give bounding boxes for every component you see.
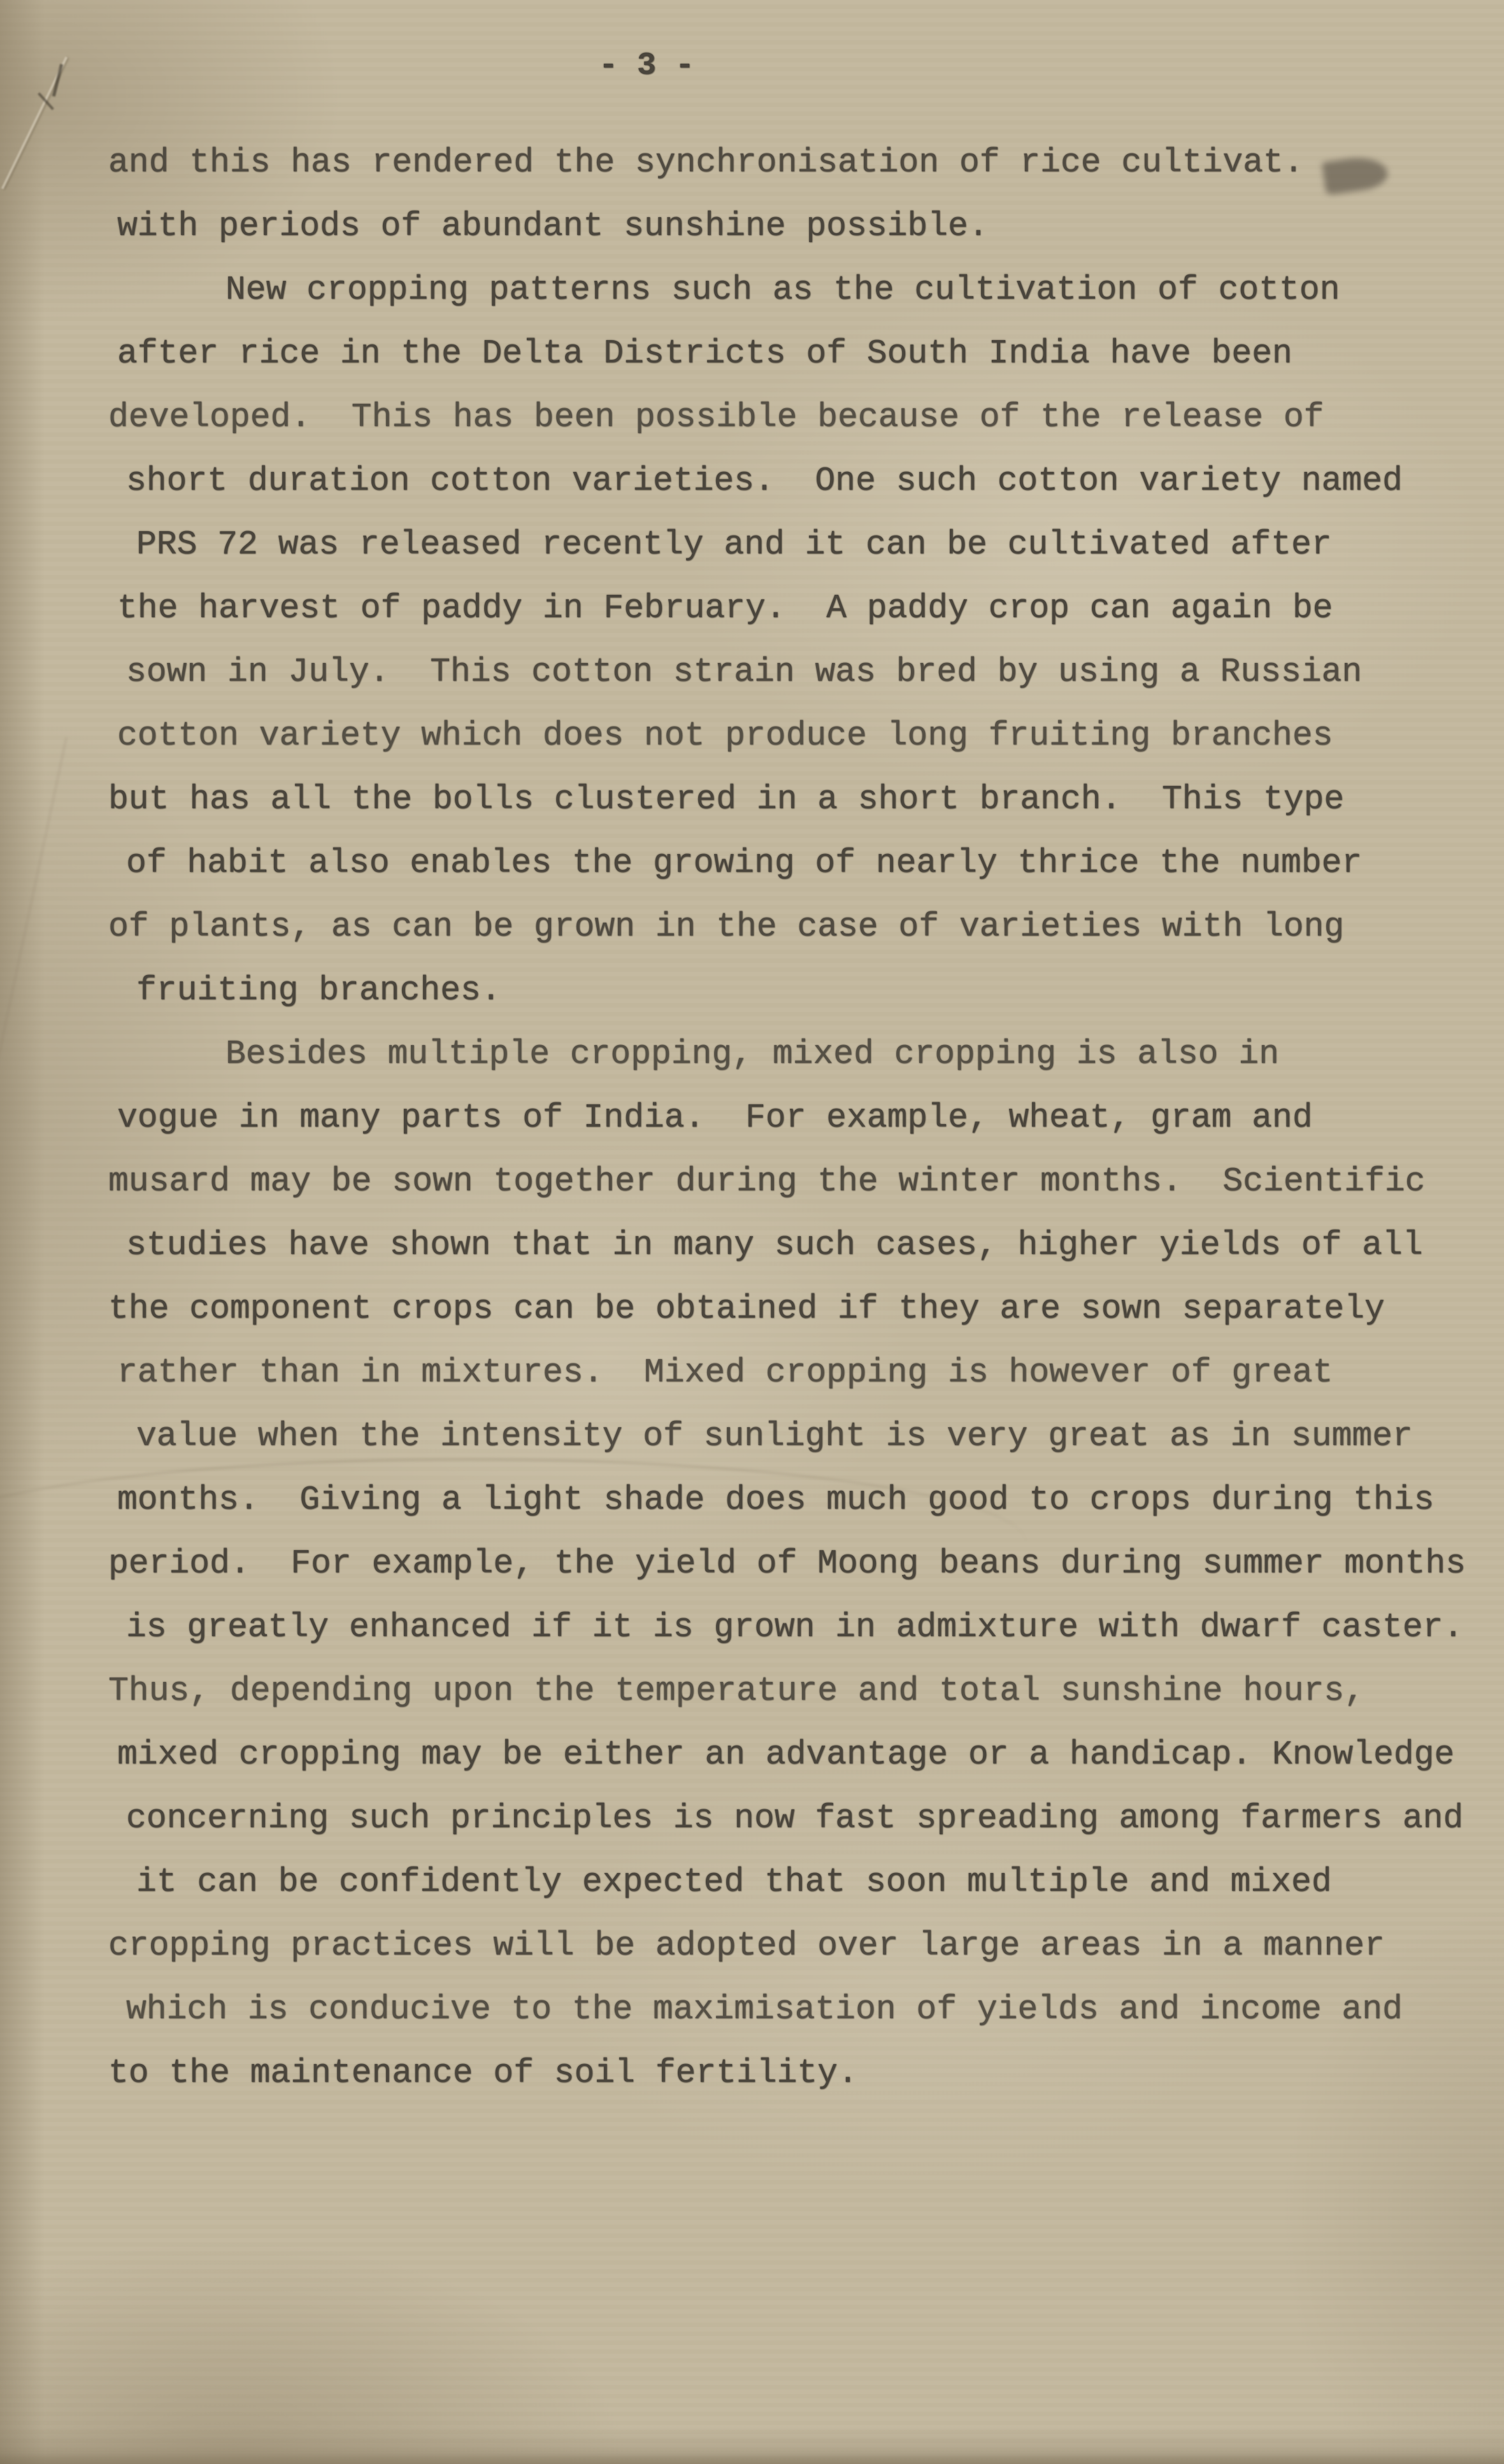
typed-line: Besides multiple cropping, mixed cropping is also in: [226, 1035, 1279, 1073]
typed-line: and this has rendered the synchronisation of rice cultivat.: [108, 143, 1304, 182]
typed-line: Thus, depending upon the temperature and total sunshine hours,: [108, 1672, 1364, 1710]
typed-line: to the maintenance of soil fertility.: [108, 2054, 858, 2092]
typed-line: of plants, as can be grown in the case of varieties with long: [108, 908, 1345, 946]
typed-line: it can be confidently expected that soon multiple and mixed: [136, 1863, 1332, 1901]
typed-line: with periods of abundant sunshine possible.: [117, 207, 989, 245]
typed-line: the component crops can be obtained if they are sown separately: [108, 1290, 1385, 1328]
typed-line: concerning such principles is now fast spreading among farmers and: [126, 1799, 1464, 1837]
typed-line: but has all the bolls clustered in a short branch. This type: [108, 780, 1345, 818]
typed-line: value when the intensity of sunlight is very great as in summer: [136, 1417, 1413, 1455]
typed-line: which is conducive to the maximisation of yields and income and: [126, 1990, 1403, 2028]
typed-line: after rice in the Delta Districts of South India have been: [117, 334, 1293, 373]
typed-line: musard may be sown together during the winter months. Scientific: [108, 1162, 1426, 1200]
typed-line: rather than in mixtures. Mixed cropping is however of great: [117, 1353, 1333, 1392]
crease-line: [0, 737, 68, 1173]
typed-line: cropping practices will be adopted over large areas in a manner: [108, 1926, 1385, 1965]
typed-line: is greatly enhanced if it is grown in admixture with dwarf caster.: [126, 1608, 1464, 1646]
typed-line: fruiting branches.: [136, 971, 501, 1009]
typed-line: period. For example, the yield of Moong beans during summer months: [108, 1544, 1466, 1583]
typed-line: cotton variety which does not produce long fruiting branches: [117, 716, 1333, 755]
typed-line: developed. This has been possible because of the release of: [108, 398, 1324, 436]
typed-line: New cropping patterns such as the cultivation of cotton: [226, 271, 1340, 309]
typed-line: the harvest of paddy in February. A paddy crop can again be: [117, 589, 1333, 627]
page-number: - 3 -: [599, 48, 695, 84]
typed-line: mixed cropping may be either an advantage or a handicap. Knowledge: [117, 1735, 1455, 1774]
typed-line: vogue in many parts of India. For example, wheat, gram and: [117, 1099, 1313, 1137]
typed-line: sown in July. This cotton strain was bred by using a Russian: [126, 653, 1363, 691]
typed-line: PRS 72 was released recently and it can be cultivated after: [136, 525, 1332, 564]
typed-text-block: [108, 131, 1484, 2105]
typed-line: short duration cotton varieties. One such cotton variety named: [126, 462, 1403, 500]
typed-line: of habit also enables the growing of nearly thrice the number: [126, 844, 1363, 882]
typed-line: months. Giving a light shade does much good to crops during this: [117, 1481, 1435, 1519]
typed-line: studies have shown that in many such cases, higher yields of all: [126, 1226, 1423, 1264]
